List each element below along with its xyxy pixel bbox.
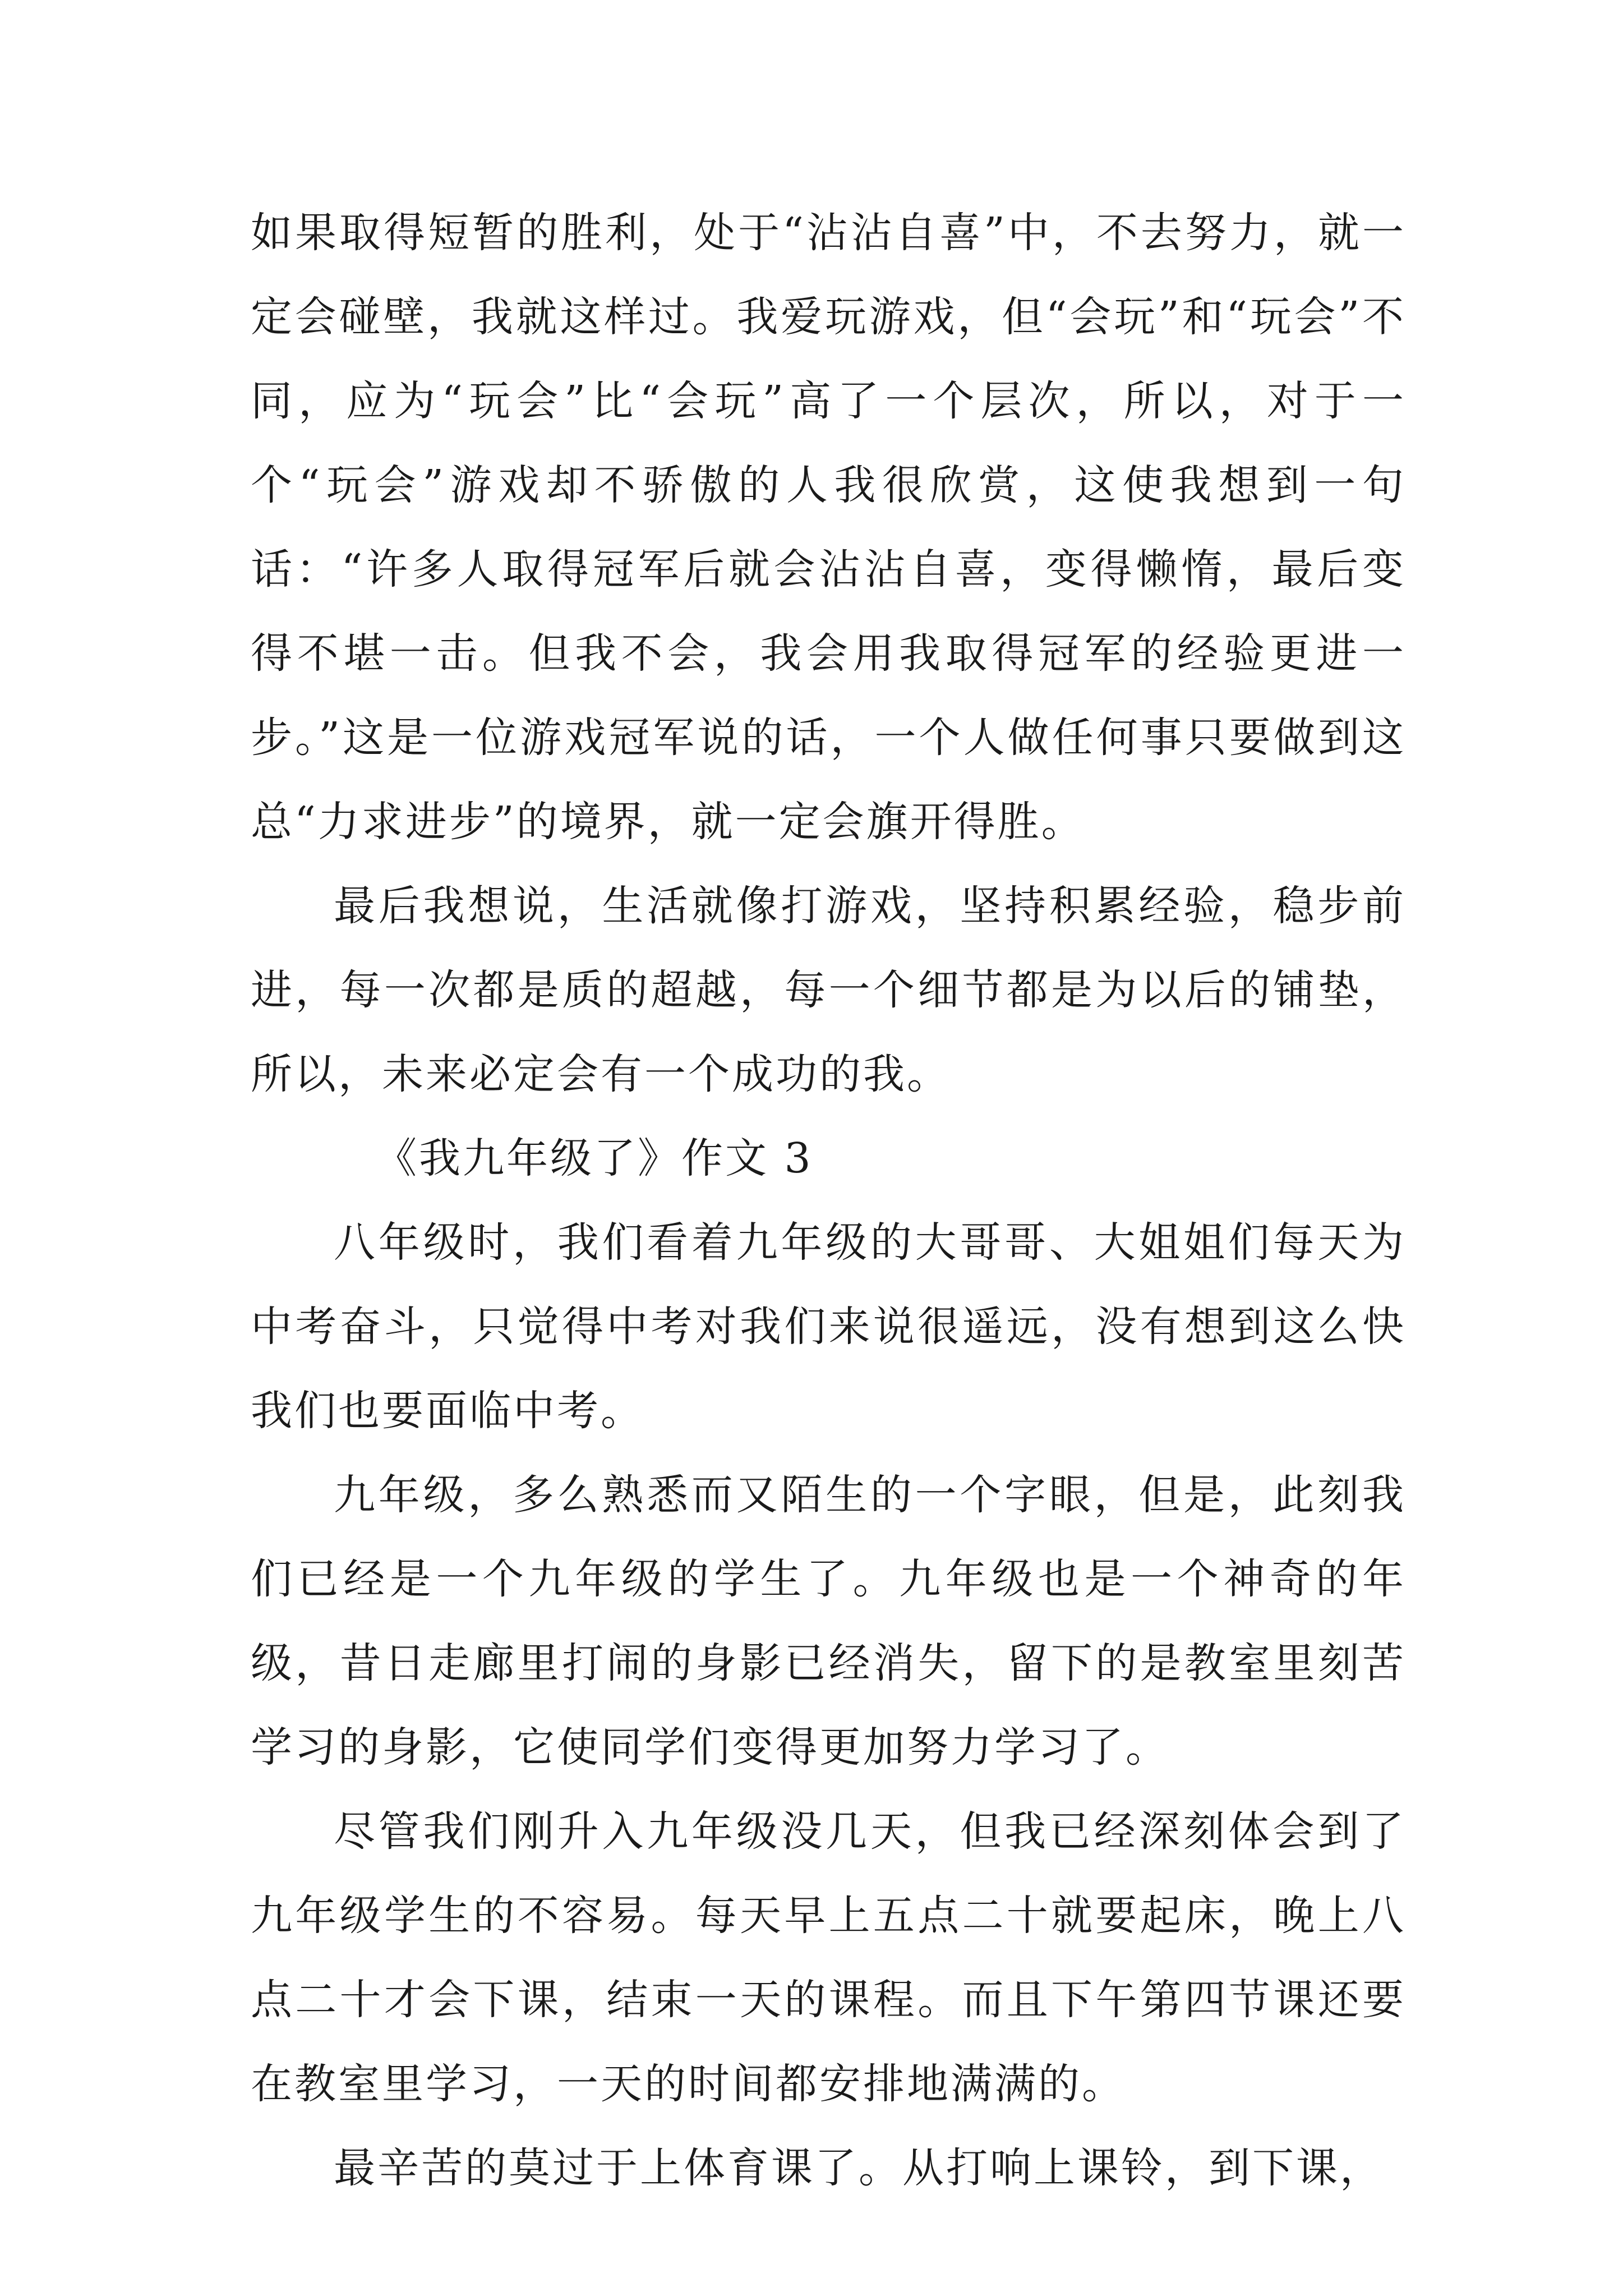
paragraph-conclusion: 最后我想说，生活就像打游戏，坚持积累经验，稳步前进，每一次都是质的超越，每一个细节都是为以后的铺垫，所以，未来必定会有一个成功的我。 [251, 882, 1406, 1098]
paragraph-intro: 八年级时，我们看着九年级的大哥哥、大姐姐们每天为中考奋斗，只觉得中考对我们来说很遥远，没有想到这么快我们也要面临中考。 [251, 1218, 1406, 1435]
paragraph-ninth-grade: 九年级，多么熟悉而又陌生的一个字眼，但是，此刻我们已经是一个九年级的学生了。九年级也是一个神奇的年级，昔日走廊里打闹的身影已经消失，留下的是教室里刻苦学习的身影，它使同学们变得更加努力学习了。 [251, 1471, 1406, 1772]
paragraph-continuation: 如果取得短暂的胜利，处于“沾沾自喜”中，不去努力，就一定会碰壁，我就这样过。我爱玩游戏，但“会玩”和“玩会”不同，应为“玩会”比“会玩”高了一个层次，所以，对于一个“玩会”游戏却不骄傲的人我很欣赏，这使我想到一句话：“许多人取得冠军后就会沾沾自喜，变得懒惰，最后变得不堪一击。但我不会，我会用我取得冠军的经验更进一步。”这是一位游戏冠军说的话，一个人做任何事只要做到这总“力求进步”的境界，就一定会旗开得胜。 [251, 209, 1406, 846]
paragraph-schedule: 尽管我们刚升入九年级没几天，但我已经深刻体会到了九年级学生的不容易。每天早上五点二十就要起床，晚上八点二十才会下课，结束一天的课程。而且下午第四节课还要在教室里学习，一天的时间都安排地满满的。 [251, 1807, 1406, 2108]
paragraph-pe-class: 最辛苦的莫过于上体育课了。从打响上课铃，到下课， [334, 2144, 1384, 2192]
document-body [251, 191, 1406, 2210]
essay-title: 《我九年级了》作文 3 [375, 1134, 813, 1182]
